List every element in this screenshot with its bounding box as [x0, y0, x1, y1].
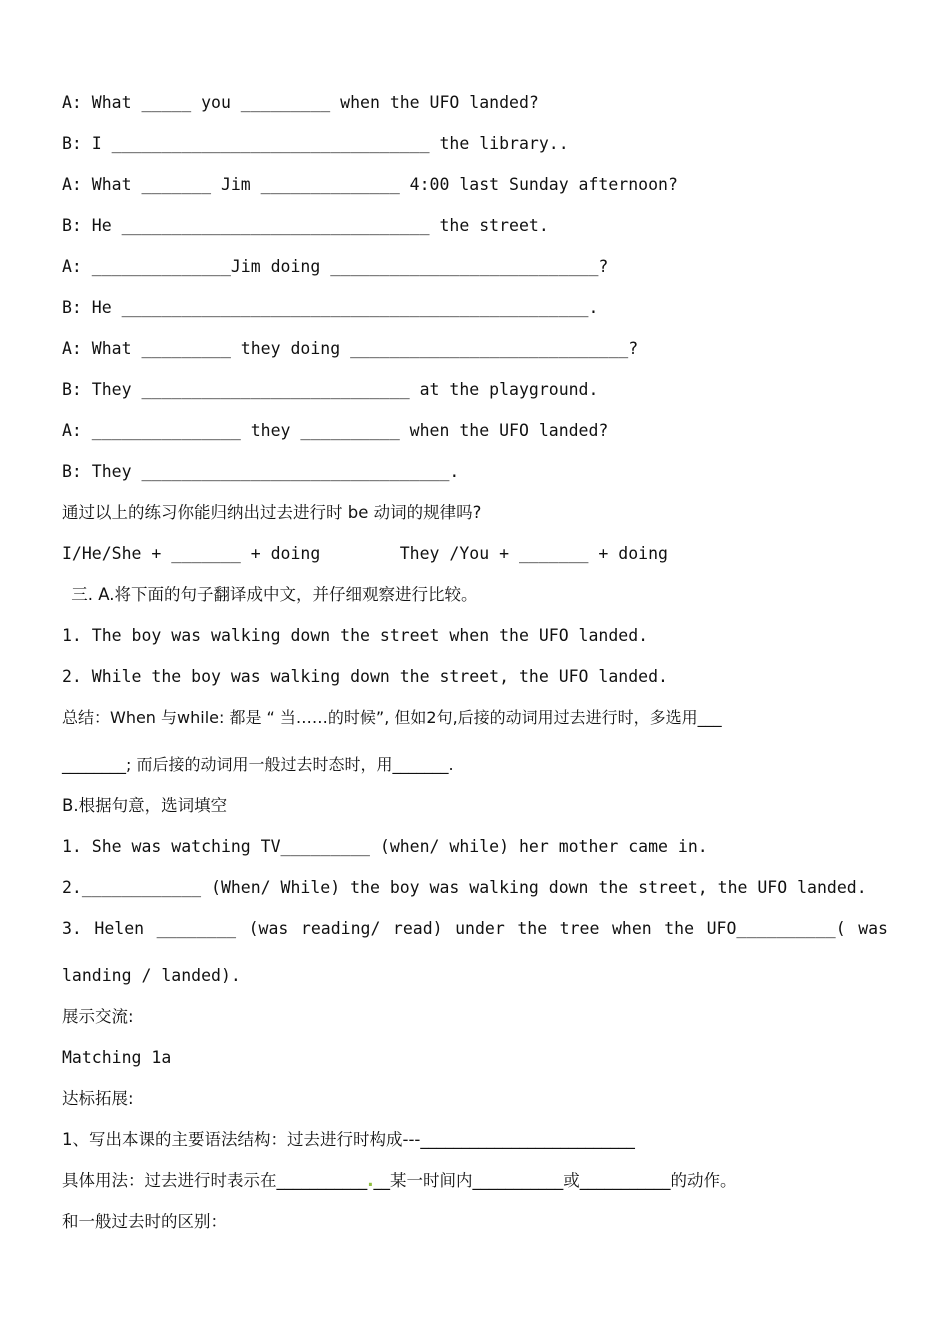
task-1-grammar-structure: 1、写出本课的主要语法结构：过去进行时构成---__________________________ — [62, 1130, 635, 1149]
section-b-title: B.根据句意，选词填空 — [62, 796, 228, 815]
dialogue-line-4: B: He _______________________________ the street. — [62, 216, 549, 235]
item3-word: tree — [559, 919, 600, 938]
fill-item-3-line-1 — [62, 918, 888, 940]
item3-word: the — [517, 919, 548, 938]
rule-question: 通过以上的练习你能归纳出过去进行时 be 动词的规律吗? — [62, 503, 482, 522]
usage-dot: . — [367, 1171, 374, 1190]
dialogue-line-2: B: I ________________________________ the library.. — [62, 134, 569, 153]
matching-line: Matching 1a — [62, 1048, 172, 1067]
dialogue-line-5: A: ______________Jim doing ___________________________? — [62, 257, 609, 276]
dialogue-line-10: B: They _______________________________. — [62, 462, 460, 481]
item3-word: reading/ — [300, 919, 381, 938]
difference-line: 和一般过去时的区别： — [62, 1212, 227, 1231]
summary-line-1: 总结：When 与while: 都是 “ 当……的时候”, 但如2句,后接的动词用过去进行时，多选用___ — [62, 708, 722, 727]
item3-word: the — [664, 919, 695, 938]
sentence-1: 1. The boy was walking down the street when the UFO landed. — [62, 626, 649, 645]
item3-word: ________ — [156, 919, 237, 938]
usage-line — [62, 1170, 737, 1192]
item3-word: under — [455, 919, 505, 938]
fill-item-3-line-2: landing / landed). — [62, 966, 241, 985]
dialogue-line-9: A: _______________ they __________ when the UFO landed? — [62, 421, 609, 440]
dialogue-line-7: A: What _________ they doing ____________________________? — [62, 339, 639, 358]
item3-word: (was — [248, 919, 289, 938]
show-exchange-title: 展示交流: — [62, 1007, 134, 1026]
usage-prefix: 具体用法：过去进行时表示在___________ — [62, 1171, 368, 1190]
dialogue-line-3: A: What _______ Jim ______________ 4:00 last Sunday afternoon? — [62, 175, 678, 194]
section-three-title: 三. A.将下面的句子翻译成中文，并仔细观察进行比较。 — [66, 585, 478, 604]
item3-word: UFO__________( — [706, 919, 846, 938]
fill-item-1: 1. She was watching TV_________ (when/ while) her mother came in. — [62, 837, 708, 856]
extension-title: 达标拓展: — [62, 1089, 134, 1108]
dialogue-line-8: B: They ___________________________ at the playground. — [62, 380, 599, 399]
item3-word: was — [858, 919, 888, 938]
item3-word: Helen — [94, 919, 145, 938]
item3-word: when — [611, 919, 652, 938]
fill-item-2: 2.____________ (When/ While) the boy was walking down the street, the UFO landed. — [62, 878, 867, 897]
item3-word: 3. — [62, 919, 82, 938]
dialogue-line-6: B: He _______________________________________________. — [62, 298, 599, 317]
sentence-2: 2. While the boy was walking down the street, the UFO landed. — [62, 667, 668, 686]
summary-line-2: ________; 而后接的动词用一般过去时态时，用_______. — [62, 755, 454, 774]
be-verb-rule-line: I/He/She + _______ + doing They /You + _______ + doing — [62, 544, 668, 563]
usage-suffix: __某一时间内___________或___________的动作。 — [373, 1171, 737, 1190]
dialogue-line-1: A: What _____ you _________ when the UFO landed? — [62, 93, 539, 112]
item3-word: read) — [392, 919, 443, 938]
